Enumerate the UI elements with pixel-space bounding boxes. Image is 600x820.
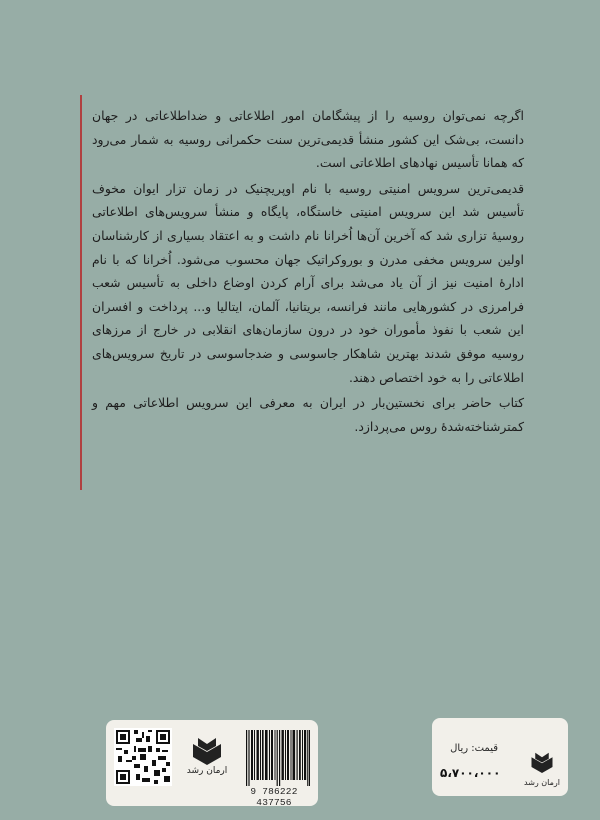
publisher-logo-icon xyxy=(187,732,227,766)
price-publisher-logo xyxy=(522,748,562,787)
price-card xyxy=(432,718,568,796)
publisher-logo-icon xyxy=(527,748,557,774)
barcode-card xyxy=(106,720,318,806)
price-publisher-name: ارمان رشد xyxy=(524,778,560,787)
blurb-paragraph-1: اگرچه نمی‌توان روسیه را از پیشگامان امور اطلاعاتی و ضداطلاعاتی در جهان دانست، بی‌شک این کشور منشأ قدیمی‌ترین سنت حکمرانی روسیه به شمار می‌رود که همانا تأسیس نهادهای اطلاعاتی است. xyxy=(92,108,524,171)
blurb-paragraph-2: قدیمی‌ترین سرویس امنیتی روسیه با نام اوپریچنیک در زمان تزار ایوان مخوف تأسیس شد این سرویس امنیتی خاستگاه، پایگاه و منشأ سرویس‌های اطلاعاتی روسیهٔ تزاری شد که آخرین آن‌ها اُخرانا نام داشت و به اعتقاد بسیاری از کارشناسان اولین سرویس مخفی مدرن و بوروکراتیک جهان محسوب می‌شود. اُخرانا که با نام ادارهٔ امنیت نیز از آن یاد می‌شد برای آرام کردن اوضاع داخلی به تأسیس شعب فرامرزی در کشورهایی مانند فرانسه، بریتانیا، آلمان، ایتالیا و... پرداخت و افسران این شعب با نفوذ مأموران خود در درون سازمان‌های انقلابی در خارج از مرزهای روسیه موفق شدند بهترین شاهکار جاسوسی و ضدجاسوسی در تاریخ سرویس‌های اطلاعاتی را به خود اختصاص دهند. xyxy=(92,180,524,385)
publisher-logo xyxy=(180,732,234,788)
blurb-paragraph-3: کتاب حاضر برای نخستین‌بار در ایران به معرفی این سرویس اطلاعاتی مهم و کمترشناخته‌شدهٔ روس می‌پردازد. xyxy=(92,395,524,434)
blurb-text xyxy=(92,104,524,438)
qr-code-icon xyxy=(114,728,172,786)
publisher-name: ارمان رشد xyxy=(186,766,228,776)
isbn-number: 9 786222 437756 xyxy=(250,786,298,808)
vertical-rule xyxy=(80,95,82,490)
price-label: قیمت: ریال xyxy=(450,743,498,754)
barcode-bars xyxy=(246,730,310,786)
price-value: ۵،۷۰۰،۰۰۰ xyxy=(440,766,501,780)
